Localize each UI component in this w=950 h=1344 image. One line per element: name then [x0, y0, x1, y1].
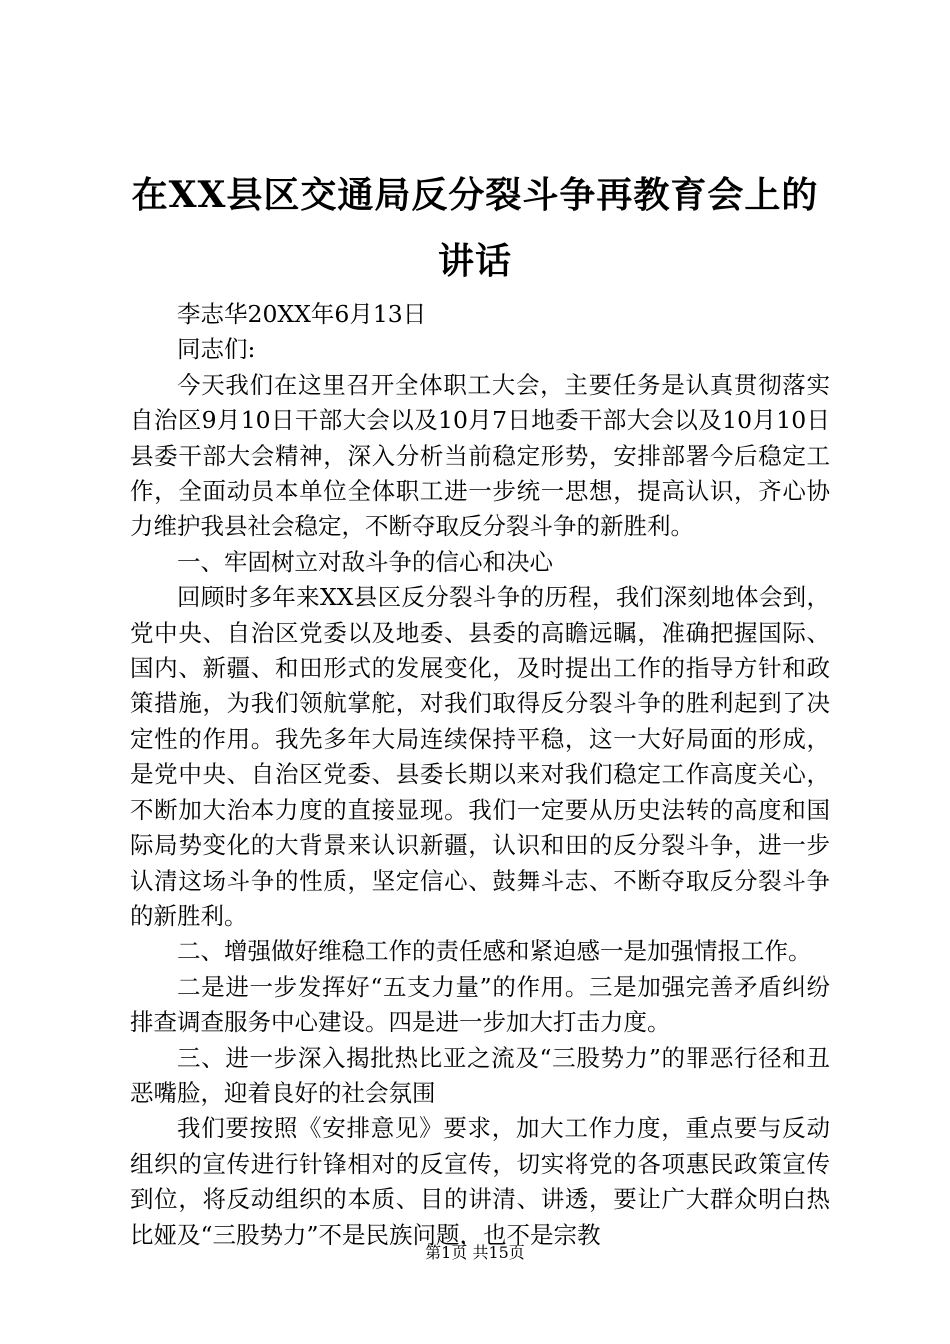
paragraph-intro: 今天我们在这里召开全体职工大会，主要任务是认真贯彻落实自治区9月10日干部大会以及10月7日地委干部大会以及10月10日县委干部大会精神，深入分析当前稳定形势，安排部署今后稳定工作，全面动员本单位全体职工进一步统一思想，提高认识，齐心协力维护我县社会稳定，不断夺取反分裂斗争的新胜利。	[130, 370, 830, 541]
salutation: 同志们:	[177, 335, 256, 364]
section-heading-1: 一、牢固树立对敌斗争的信心和决心	[177, 547, 553, 576]
paragraph-measures: 二是进一步发挥好“五支力量”的作用。三是加强完善矛盾纠纷排查调查服务中心建设。四是进一步加大打击力度。	[130, 972, 830, 1037]
section-heading-2: 二、增强做好维稳工作的责任感和紧迫感一是加强情报工作。	[177, 937, 812, 966]
paragraph-propaganda: 我们要按照《安排意见》要求，加大工作力度，重点要与反动组织的宣传进行针锋相对的反宣传，切实将党的各项惠民政策宣传到位，将反动组织的本质、目的讲清、讲透，要让广大群众明白热比娅及“三股势力”不是民族问题，也不是宗教	[130, 1114, 830, 1249]
document-title: 在XX县区交通局反分裂斗争再教育会上的讲话	[131, 174, 819, 282]
page-number-footer: 第1页 共15页	[425, 1243, 525, 1262]
author-date-line: 李志华20XX年6月13日	[177, 300, 427, 328]
section-heading-3: 三、进一步深入揭批热比亚之流及“三股势力”的罪恶行径和丑恶嘴脸，迎着良好的社会氛围	[130, 1043, 830, 1107]
paragraph-review: 回顾时多年来XX县区反分裂斗争的历程，我们深刻地体会到，党中央、自治区党委以及地委、县委的高瞻远瞩，准确把握国际、国内、新疆、和田形式的发展变化，及时提出工作的指导方针和政策措施，为我们领航掌舵，对我们取得反分裂斗争的胜利起到了决定性的作用。我先多年大局连续保持平稳，这一大好局面的形成，是党中央、自治区党委、县委长期以来对我们稳定工作高度关心，不断加大治本力度的直接显现。我们一定要从历史法转的高度和国际局势变化的大背景来认识新疆，认识和田的反分裂斗争，进一步认清这场斗争的性质，坚定信心、鼓舞斗志、不断夺取反分裂斗争的新胜利。	[130, 583, 830, 930]
document-body	[130, 297, 830, 1253]
